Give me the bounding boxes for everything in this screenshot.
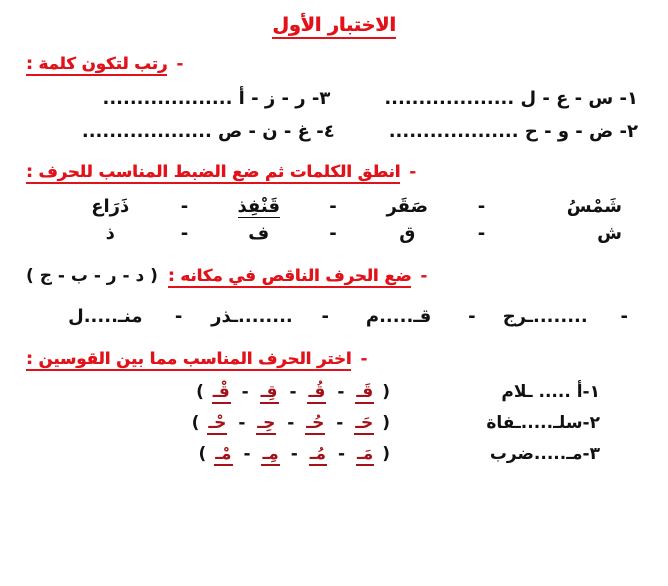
arrange-item-1: ١- س - ع - ل ................... (384, 88, 638, 109)
instruction-choose-letter (16, 349, 652, 371)
missing-item: قـ.....م (365, 306, 432, 327)
word-cell (490, 196, 623, 217)
letter-text: ش (597, 223, 622, 244)
arrange-item-2: ٢- ض - و - ح ................... (388, 121, 638, 142)
option-separator: - (243, 444, 251, 464)
option-separator: - (337, 382, 345, 402)
arrange-item-3: ٣- ر - ز - أ ................... (102, 88, 331, 109)
mcq-options (196, 382, 390, 402)
word-text: ذَرَاع (91, 196, 130, 217)
word-cell (341, 196, 474, 217)
separator-dash: - (477, 196, 486, 217)
separator-dash: - (180, 196, 189, 217)
open-paren: ( (382, 382, 390, 402)
missing-item: منـ.....ل (68, 306, 143, 327)
lead-dash: - (620, 306, 628, 327)
mcq-option[interactable]: مَـ (356, 444, 374, 464)
missing-item: ........ـذر (211, 306, 293, 327)
close-paren: ) (198, 444, 207, 464)
close-paren: ) (191, 413, 200, 433)
missing-letter-row (16, 306, 652, 327)
option-separator: - (290, 444, 298, 464)
open-paren: ( (382, 413, 390, 433)
mcq-question: ١-أ ..... ـلام (501, 382, 600, 402)
instruction-arrange (16, 54, 652, 76)
mcq-row (16, 444, 652, 464)
mcq-options (199, 444, 391, 464)
mcq-option[interactable]: مْـ (215, 444, 232, 464)
separator-dash: - (321, 306, 329, 327)
separator-dash: - (477, 223, 486, 244)
mcq-question: ٢-سلـ.....ـفاة (486, 413, 600, 433)
mcq-option[interactable]: قَـ (356, 382, 374, 402)
mcq-row (16, 382, 652, 402)
letter-cell (44, 223, 177, 244)
instruction-choose-letter-text: اختر الحرف المناسب مما بين القوسين : (26, 349, 351, 371)
instruction-missing-letter-text: ضع الحرف الناقص في مكانه : (168, 266, 412, 288)
option-separator: - (337, 444, 346, 464)
letter-cell (490, 223, 623, 244)
word-cell (193, 196, 326, 217)
letter-bank: ( د - ر - ب - ج ) (26, 266, 158, 286)
separator-dash: - (329, 196, 337, 217)
close-paren: ) (196, 382, 204, 402)
bullet-dash: - (360, 349, 368, 369)
mcq-option[interactable]: مِـ (262, 444, 279, 464)
words-row (16, 196, 652, 217)
letter-cell (193, 223, 326, 244)
letter-text: ف (248, 223, 270, 244)
word-text: شَمْسُ (566, 196, 622, 217)
word-text-underlined: قَنْفِذ (237, 196, 280, 217)
bullet-dash: - (420, 266, 428, 286)
separator-dash: - (468, 306, 476, 327)
missing-item: ........ـرج (502, 306, 588, 327)
letter-text: ق (399, 223, 416, 244)
letter-cell (341, 223, 474, 244)
option-separator: - (241, 382, 249, 402)
instruction-pronounce (16, 162, 652, 184)
arrange-row (16, 88, 652, 109)
mcq-option[interactable]: حَـ (355, 413, 374, 433)
mcq-option[interactable]: قْـ (212, 382, 230, 402)
bullet-dash: - (409, 162, 417, 182)
separator-dash: - (174, 306, 183, 327)
mcq-option[interactable]: مُـ (309, 444, 327, 464)
bullet-dash: - (176, 54, 184, 74)
open-paren: ( (382, 444, 390, 464)
mcq-options (192, 413, 390, 433)
instruction-missing-letter (16, 266, 652, 288)
mcq-option[interactable]: حُـ (306, 413, 325, 433)
page-title: الاختبار الأول (272, 14, 396, 39)
mcq-question: ٣-مـ.....ضرب (489, 444, 600, 464)
mcq-option[interactable]: حْـ (208, 413, 227, 433)
option-separator: - (238, 413, 246, 433)
separator-dash: - (329, 223, 337, 244)
arrange-row (16, 121, 652, 142)
instruction-arrange-text: رتب لتكون كلمة : (26, 54, 167, 76)
title-row (16, 0, 652, 41)
option-separator: - (336, 413, 344, 433)
mcq-option[interactable]: قُـ (308, 382, 326, 402)
option-separator: - (287, 413, 295, 433)
arrange-item-4: ٤- غ - ن - ص ................... (81, 121, 335, 142)
option-separator: - (289, 382, 297, 402)
mcq-option[interactable]: حِـ (257, 413, 276, 433)
letters-row (16, 223, 652, 244)
word-text: صَقَر (386, 196, 429, 217)
mcq-row (16, 413, 652, 433)
separator-dash: - (180, 223, 189, 244)
word-cell (44, 196, 177, 217)
mcq-option[interactable]: قِـ (260, 382, 278, 402)
instruction-pronounce-text: انطق الكلمات ثم ضع الضبط المناسب للحرف : (26, 162, 400, 184)
letter-text: ذ (105, 223, 115, 244)
